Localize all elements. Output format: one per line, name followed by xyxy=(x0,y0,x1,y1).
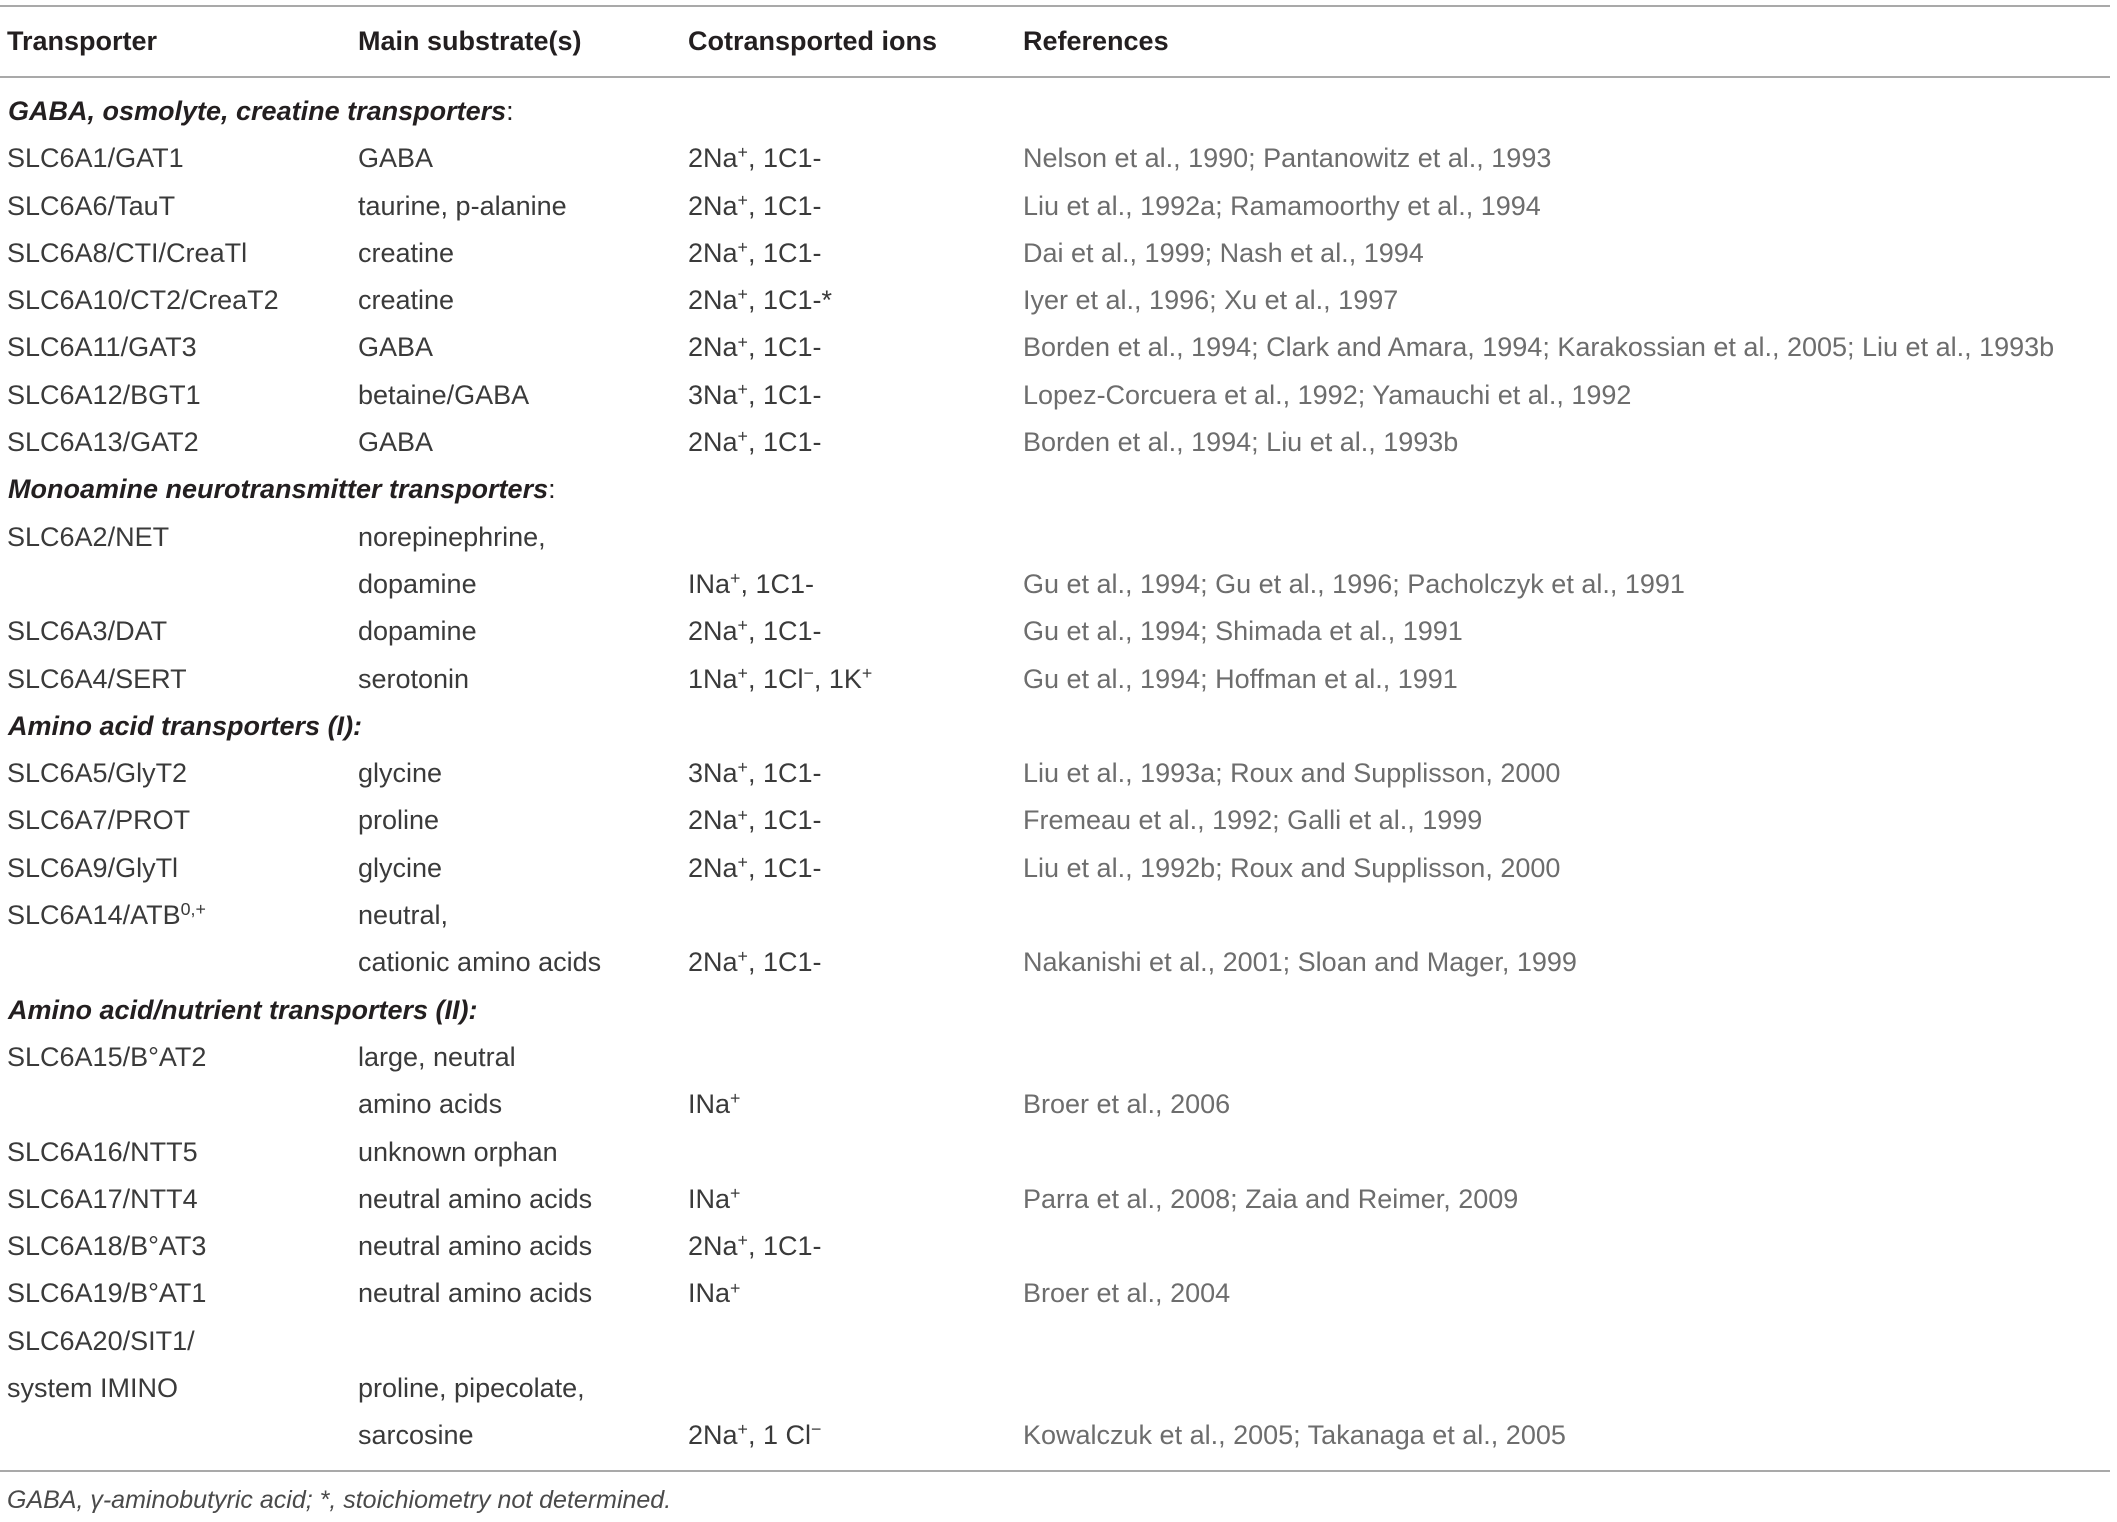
ions-text: , 1C1- xyxy=(747,237,822,268)
section-title: Amino acid/nutrient transporters (II): xyxy=(8,994,478,1025)
table-row xyxy=(0,1129,2110,1176)
substrate-cell: dopamine xyxy=(358,616,477,647)
transporter-cell: SLC6A3/DAT xyxy=(7,616,168,647)
substrate-cell: creatine xyxy=(358,237,455,268)
ions-cell xyxy=(688,277,1023,324)
section-title: GABA, osmolyte, creatine transporters xyxy=(8,96,507,126)
ions-text: 3Na xyxy=(688,379,738,410)
table-row xyxy=(0,1176,2110,1223)
table-row xyxy=(0,1223,2110,1270)
table-row xyxy=(0,608,2110,655)
table-row xyxy=(0,1081,2110,1128)
ions-cell xyxy=(688,1129,1023,1176)
ions-cell xyxy=(688,561,1023,608)
transporter-cell: SLC6A8/CTI/CreaTl xyxy=(7,237,248,268)
ions-superscript: + xyxy=(737,426,748,447)
substrate-cell: proline, pipecolate, xyxy=(358,1373,585,1404)
table-row xyxy=(0,1318,2110,1365)
ions-text: 1Na xyxy=(688,663,738,694)
references-cell: Kowalczuk et al., 2005; Takanaga et al., 2005 xyxy=(1023,1420,1566,1451)
references-cell: Nelson et al., 1990; Pantanowitz et al., 1993 xyxy=(1023,143,1552,174)
ions-cell xyxy=(688,1412,1023,1459)
ions-cell xyxy=(688,608,1023,655)
substrate-cell: creatine xyxy=(358,285,455,316)
ions-cell xyxy=(688,372,1023,419)
substrate-cell xyxy=(358,1318,688,1365)
references-cell: Gu et al., 1994; Gu et al., 1996; Pacholczyk et al., 1991 xyxy=(1023,568,1685,599)
table-row xyxy=(0,939,2110,986)
ions-superscript: + xyxy=(737,378,748,399)
substrate-cell: neutral, xyxy=(358,900,449,931)
substrate-cell: GABA xyxy=(358,332,434,363)
ions-superscript: + xyxy=(737,851,748,872)
ions-text: , 1C1- xyxy=(747,332,822,363)
references-cell: Liu et al., 1992b; Roux and Supplisson, 2000 xyxy=(1023,852,1561,883)
substrate-cell: norepinephrine, xyxy=(358,521,546,552)
table-body xyxy=(0,88,2110,1460)
ions-superscript: + xyxy=(730,1182,741,1203)
table-row xyxy=(0,1412,2110,1459)
substrate-cell: glycine xyxy=(358,758,443,789)
substrate-cell: neutral amino acids xyxy=(358,1278,593,1309)
column-header-cotransported-ions: Cotransported ions xyxy=(688,26,938,56)
references-cell: Liu et al., 1993a; Roux and Supplisson, 2000 xyxy=(1023,758,1561,789)
transporter-superscript: 0,+ xyxy=(180,899,206,920)
table-row xyxy=(0,135,2110,182)
ions-superscript: + xyxy=(737,804,748,825)
ions-text: , 1Cl xyxy=(747,663,804,694)
substrate-cell: large, neutral xyxy=(358,1041,516,1072)
ions-text: , 1C1- xyxy=(747,852,822,883)
ions-cell xyxy=(688,1223,1023,1270)
transporter-cell xyxy=(7,892,358,939)
table-footnote: GABA, γ-aminobutyric acid; *, stoichiometry not determined. xyxy=(7,1486,672,1514)
ions-text: 2Na xyxy=(688,805,738,836)
ions-text: , 1C1- xyxy=(747,947,822,978)
table-row xyxy=(0,372,2110,419)
ions-cell xyxy=(688,750,1023,797)
ions-cell xyxy=(688,797,1023,844)
section-title: Amino acid transporters (I): xyxy=(8,710,363,741)
transporter-cell xyxy=(7,1081,358,1128)
references-cell xyxy=(1023,1365,2110,1412)
substrate-cell: neutral amino acids xyxy=(358,1231,593,1262)
substrate-cell: serotonin xyxy=(358,663,470,694)
ions-superscript: + xyxy=(737,189,748,210)
transporter-cell: SLC6A17/NTT4 xyxy=(7,1183,198,1214)
substrate-cell: GABA xyxy=(358,427,434,458)
ions-cell xyxy=(688,656,1023,703)
ions-superscript: − xyxy=(810,1419,822,1440)
table-row xyxy=(0,1270,2110,1317)
ions-text: 2Na xyxy=(688,237,738,268)
table-row xyxy=(0,561,2110,608)
ions-superscript: + xyxy=(737,142,748,163)
references-cell xyxy=(1023,514,2110,561)
ions-text: 3Na xyxy=(688,758,738,789)
table-row xyxy=(0,797,2110,844)
ions-cell xyxy=(688,892,1023,939)
substrate-cell: taurine, p-alanine xyxy=(358,190,567,221)
transporter-cell xyxy=(7,939,358,986)
ions-text: , 1C1- xyxy=(747,427,822,458)
ions-superscript: + xyxy=(737,1419,748,1440)
column-header-main-substrates: Main substrate(s) xyxy=(358,26,582,56)
ions-text: 2Na xyxy=(688,427,738,458)
references-cell xyxy=(1023,1223,2110,1270)
transporter-cell: SLC6A1/GAT1 xyxy=(7,143,184,174)
section-header xyxy=(0,466,2110,513)
transporter-cell: system IMINO xyxy=(7,1373,179,1404)
transporter-cell: SLC6A12/BGT1 xyxy=(7,379,201,410)
ions-text: INa xyxy=(688,1278,731,1309)
section-suffix: : xyxy=(506,96,514,126)
transporter-cell xyxy=(7,1412,358,1459)
table-row xyxy=(0,845,2110,892)
ions-superscript: + xyxy=(737,284,748,305)
ions-cell xyxy=(688,1034,1023,1081)
ions-superscript: + xyxy=(737,1230,748,1251)
ions-text: , 1C1-* xyxy=(747,285,832,316)
ions-superscript: + xyxy=(730,1277,741,1298)
ions-cell xyxy=(688,324,1023,371)
substrate-cell: amino acids xyxy=(358,1089,503,1120)
ions-superscript: + xyxy=(737,757,748,778)
ions-text: , 1C1- xyxy=(740,568,814,599)
transporter-cell: SLC6A16/NTT5 xyxy=(7,1136,198,1167)
substrate-cell: GABA xyxy=(358,143,434,174)
references-cell: Broer et al., 2004 xyxy=(1023,1278,1231,1309)
section-header xyxy=(0,703,2110,750)
substrate-cell: glycine xyxy=(358,852,443,883)
references-cell: Parra et al., 2008; Zaia and Reimer, 2009 xyxy=(1023,1183,1519,1214)
references-cell: Liu et al., 1992a; Ramamoorthy et al., 1994 xyxy=(1023,190,1541,221)
bottom-rule xyxy=(0,1470,2110,1472)
ions-superscript: + xyxy=(730,1088,741,1109)
ions-text: , 1C1- xyxy=(747,758,822,789)
ions-text: INa xyxy=(688,568,731,599)
ions-cell xyxy=(688,419,1023,466)
ions-cell xyxy=(688,1365,1023,1412)
transporter-cell: SLC6A4/SERT xyxy=(7,663,187,694)
transporter-cell: SLC6A11/GAT3 xyxy=(7,332,197,363)
references-cell: Borden et al., 1994; Liu et al., 1993b xyxy=(1023,427,1459,458)
transporter-cell: SLC6A2/NET xyxy=(7,521,170,552)
transporter-cell: SLC6A18/B°AT3 xyxy=(7,1231,207,1262)
table-row xyxy=(0,656,2110,703)
ions-text: , 1C1- xyxy=(747,379,822,410)
ions-text: , 1C1- xyxy=(747,190,822,221)
ions-superscript: + xyxy=(737,331,748,352)
ions-text: 2Na xyxy=(688,1231,738,1262)
ions-superscript: + xyxy=(861,662,873,683)
column-header-references: References xyxy=(1023,26,1169,56)
ions-text: 2Na xyxy=(688,947,738,978)
table-row xyxy=(0,1365,2110,1412)
substrate-cell: betaine/GABA xyxy=(358,379,530,410)
ions-superscript: + xyxy=(737,615,748,636)
ions-cell xyxy=(688,1176,1023,1223)
ions-text: 2Na xyxy=(688,143,738,174)
references-cell: Dai et al., 1999; Nash et al., 1994 xyxy=(1023,237,1424,268)
ions-text: INa xyxy=(688,1183,731,1214)
section-header xyxy=(0,88,2110,135)
table-row xyxy=(0,277,2110,324)
ions-superscript: − xyxy=(803,662,814,683)
transporter-text: SLC6A14/ATB xyxy=(7,900,181,931)
transporter-cell xyxy=(7,561,358,608)
ions-text: , 1K xyxy=(813,663,862,694)
ions-superscript: + xyxy=(737,236,748,257)
transporter-cell: SLC6A13/GAT2 xyxy=(7,427,199,458)
references-cell xyxy=(1023,892,2110,939)
references-cell xyxy=(1023,1318,2110,1365)
ions-text: 2Na xyxy=(688,852,738,883)
ions-cell xyxy=(688,845,1023,892)
table-row xyxy=(0,514,2110,561)
ions-cell xyxy=(688,1270,1023,1317)
substrate-cell: neutral amino acids xyxy=(358,1183,593,1214)
transporter-cell: SLC6A15/B°AT2 xyxy=(7,1041,207,1072)
ions-superscript: + xyxy=(737,946,748,967)
table-row xyxy=(0,419,2110,466)
ions-cell xyxy=(688,1081,1023,1128)
table-row xyxy=(0,230,2110,277)
section-title: Monoamine neurotransmitter transporters xyxy=(8,474,549,505)
ions-text: 2Na xyxy=(688,616,738,647)
substrate-cell: proline xyxy=(358,805,440,836)
substrate-cell: sarcosine xyxy=(358,1420,474,1451)
ions-superscript: + xyxy=(737,662,748,683)
transporter-cell: SLC6A5/GlyT2 xyxy=(7,758,188,789)
transporter-cell: SLC6A9/GlyTl xyxy=(7,852,179,883)
transporter-cell: SLC6A20/SIT1/ xyxy=(7,1325,195,1356)
ions-text: , 1C1- xyxy=(747,1231,822,1262)
references-cell xyxy=(1023,1129,2110,1176)
table-header xyxy=(0,7,2110,75)
ions-text: , 1C1- xyxy=(747,143,822,174)
table-row xyxy=(0,1034,2110,1081)
ions-text: , 1C1- xyxy=(747,805,822,836)
references-cell: Iyer et al., 1996; Xu et al., 1997 xyxy=(1023,285,1399,316)
ions-cell xyxy=(688,230,1023,277)
section-suffix: : xyxy=(548,474,556,505)
ions-text: 2Na xyxy=(688,190,738,221)
references-cell: Broer et al., 2006 xyxy=(1023,1089,1231,1120)
table-row xyxy=(0,750,2110,797)
transporter-cell: SLC6A6/TauT xyxy=(7,190,176,221)
ions-cell xyxy=(688,939,1023,986)
ions-text: INa xyxy=(688,1089,731,1120)
column-header-transporter: Transporter xyxy=(7,26,158,56)
references-cell: Fremeau et al., 1992; Galli et al., 1999 xyxy=(1023,805,1483,836)
ions-cell xyxy=(688,514,1023,561)
references-cell: Nakanishi et al., 2001; Sloan and Mager, 1999 xyxy=(1023,947,1577,978)
transporter-cell: SLC6A19/B°AT1 xyxy=(7,1278,207,1309)
table-row xyxy=(0,324,2110,371)
references-cell: Lopez-Corcuera et al., 1992; Yamauchi et al., 1992 xyxy=(1023,379,1632,410)
ions-text: , 1C1- xyxy=(747,616,822,647)
transporter-cell: SLC6A7/PROT xyxy=(7,805,191,836)
substrate-cell: dopamine xyxy=(358,568,477,599)
section-header xyxy=(0,987,2110,1034)
references-cell: Gu et al., 1994; Shimada et al., 1991 xyxy=(1023,616,1463,647)
references-cell xyxy=(1023,1034,2110,1081)
ions-text: 2Na xyxy=(688,285,738,316)
ions-text: 2Na xyxy=(688,1420,738,1451)
transporter-cell: SLC6A10/CT2/CreaT2 xyxy=(7,285,279,316)
ions-superscript: + xyxy=(730,568,741,589)
substrate-cell: unknown orphan xyxy=(358,1136,558,1167)
table-row xyxy=(0,892,2110,939)
ions-cell xyxy=(688,183,1023,230)
ions-cell xyxy=(688,1318,1023,1365)
ions-text: 2Na xyxy=(688,332,738,363)
table-row xyxy=(0,183,2110,230)
references-cell: Gu et al., 1994; Hoffman et al., 1991 xyxy=(1023,663,1458,694)
ions-cell xyxy=(688,135,1023,182)
substrate-cell: cationic amino acids xyxy=(358,947,602,978)
header-rule xyxy=(0,76,2110,78)
ions-text: , 1 Cl xyxy=(747,1420,811,1451)
references-cell: Borden et al., 1994; Clark and Amara, 1994; Karakossian et al., 2005; Liu et al., 1993b xyxy=(1023,332,2055,363)
